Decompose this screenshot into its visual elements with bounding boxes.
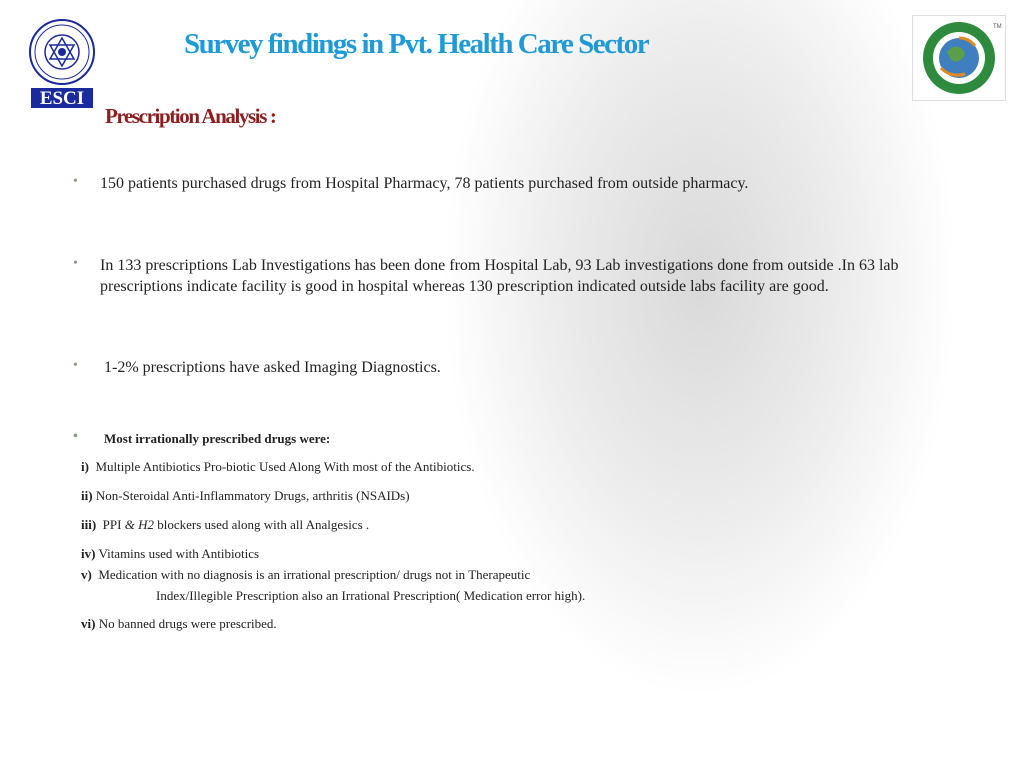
list-item-continuation: Index/Illegible Prescription also an Irrational Prescription( Medication error high).	[156, 588, 586, 603]
bullet-text: 150 patients purchased drugs from Hospital Pharmacy, 78 patients purchased from outside pharmacy.	[100, 175, 749, 192]
list-item-number: vi)	[81, 616, 96, 631]
bullet-text: In 133 prescriptions Lab Investigations has been done from Hospital Lab, 93 Lab investigations done from outside .In 63 lab prescriptions indicate facility is good in hospital whereas 130 prescription indicated outside labs facility are good.	[100, 257, 899, 295]
list-item-text: PPI	[102, 517, 125, 532]
list-item-text: Medication with no diagnosis is an irrational prescription/ drugs not in Therapeutic	[98, 567, 531, 582]
bullet-text: Most irrationally prescribed drugs were:	[104, 431, 331, 446]
list-item-number: v)	[81, 567, 92, 582]
list-item-text-italic: & H2	[124, 517, 154, 532]
list-item-text: Vitamins used with Antibiotics	[98, 546, 260, 561]
list-item	[81, 565, 530, 585]
esci-logo-text: ESCI	[39, 88, 85, 109]
section-heading: Prescription Analysis :	[105, 104, 276, 128]
list-item-text: Multiple Antibiotics Pro-biotic Used Along With most of the Antibiotics.	[95, 459, 475, 474]
list-item-text: No banned drugs were prescribed.	[98, 616, 277, 631]
bullet-text: 1-2% prescriptions have asked Imaging Diagnostics.	[104, 359, 441, 376]
page-title: Survey findings in Pvt. Health Care Sector	[184, 28, 649, 60]
bullet-icon: •	[73, 429, 78, 444]
list-item-number: iv)	[81, 546, 96, 561]
list-item	[81, 515, 369, 535]
list-item	[81, 544, 259, 564]
list-item	[81, 486, 410, 506]
list-item	[81, 457, 475, 477]
list-item	[81, 614, 277, 634]
climate-change-logo	[912, 15, 1006, 101]
bullet-icon: •	[73, 358, 78, 373]
list-item-number: iii)	[81, 517, 97, 532]
list-item-text: blockers used along with all Analgesics .	[153, 517, 370, 532]
bullet-icon: •	[73, 174, 78, 189]
list-item-text: Non-Steroidal Anti-Inflammatory Drugs, arthritis (NSAIDs)	[95, 488, 410, 503]
list-item-number: ii)	[81, 488, 93, 503]
esci-logo	[27, 18, 97, 110]
bullet-icon: •	[73, 256, 78, 271]
trademark-mark: TM	[993, 24, 1002, 30]
list-item-number: i)	[81, 459, 89, 474]
